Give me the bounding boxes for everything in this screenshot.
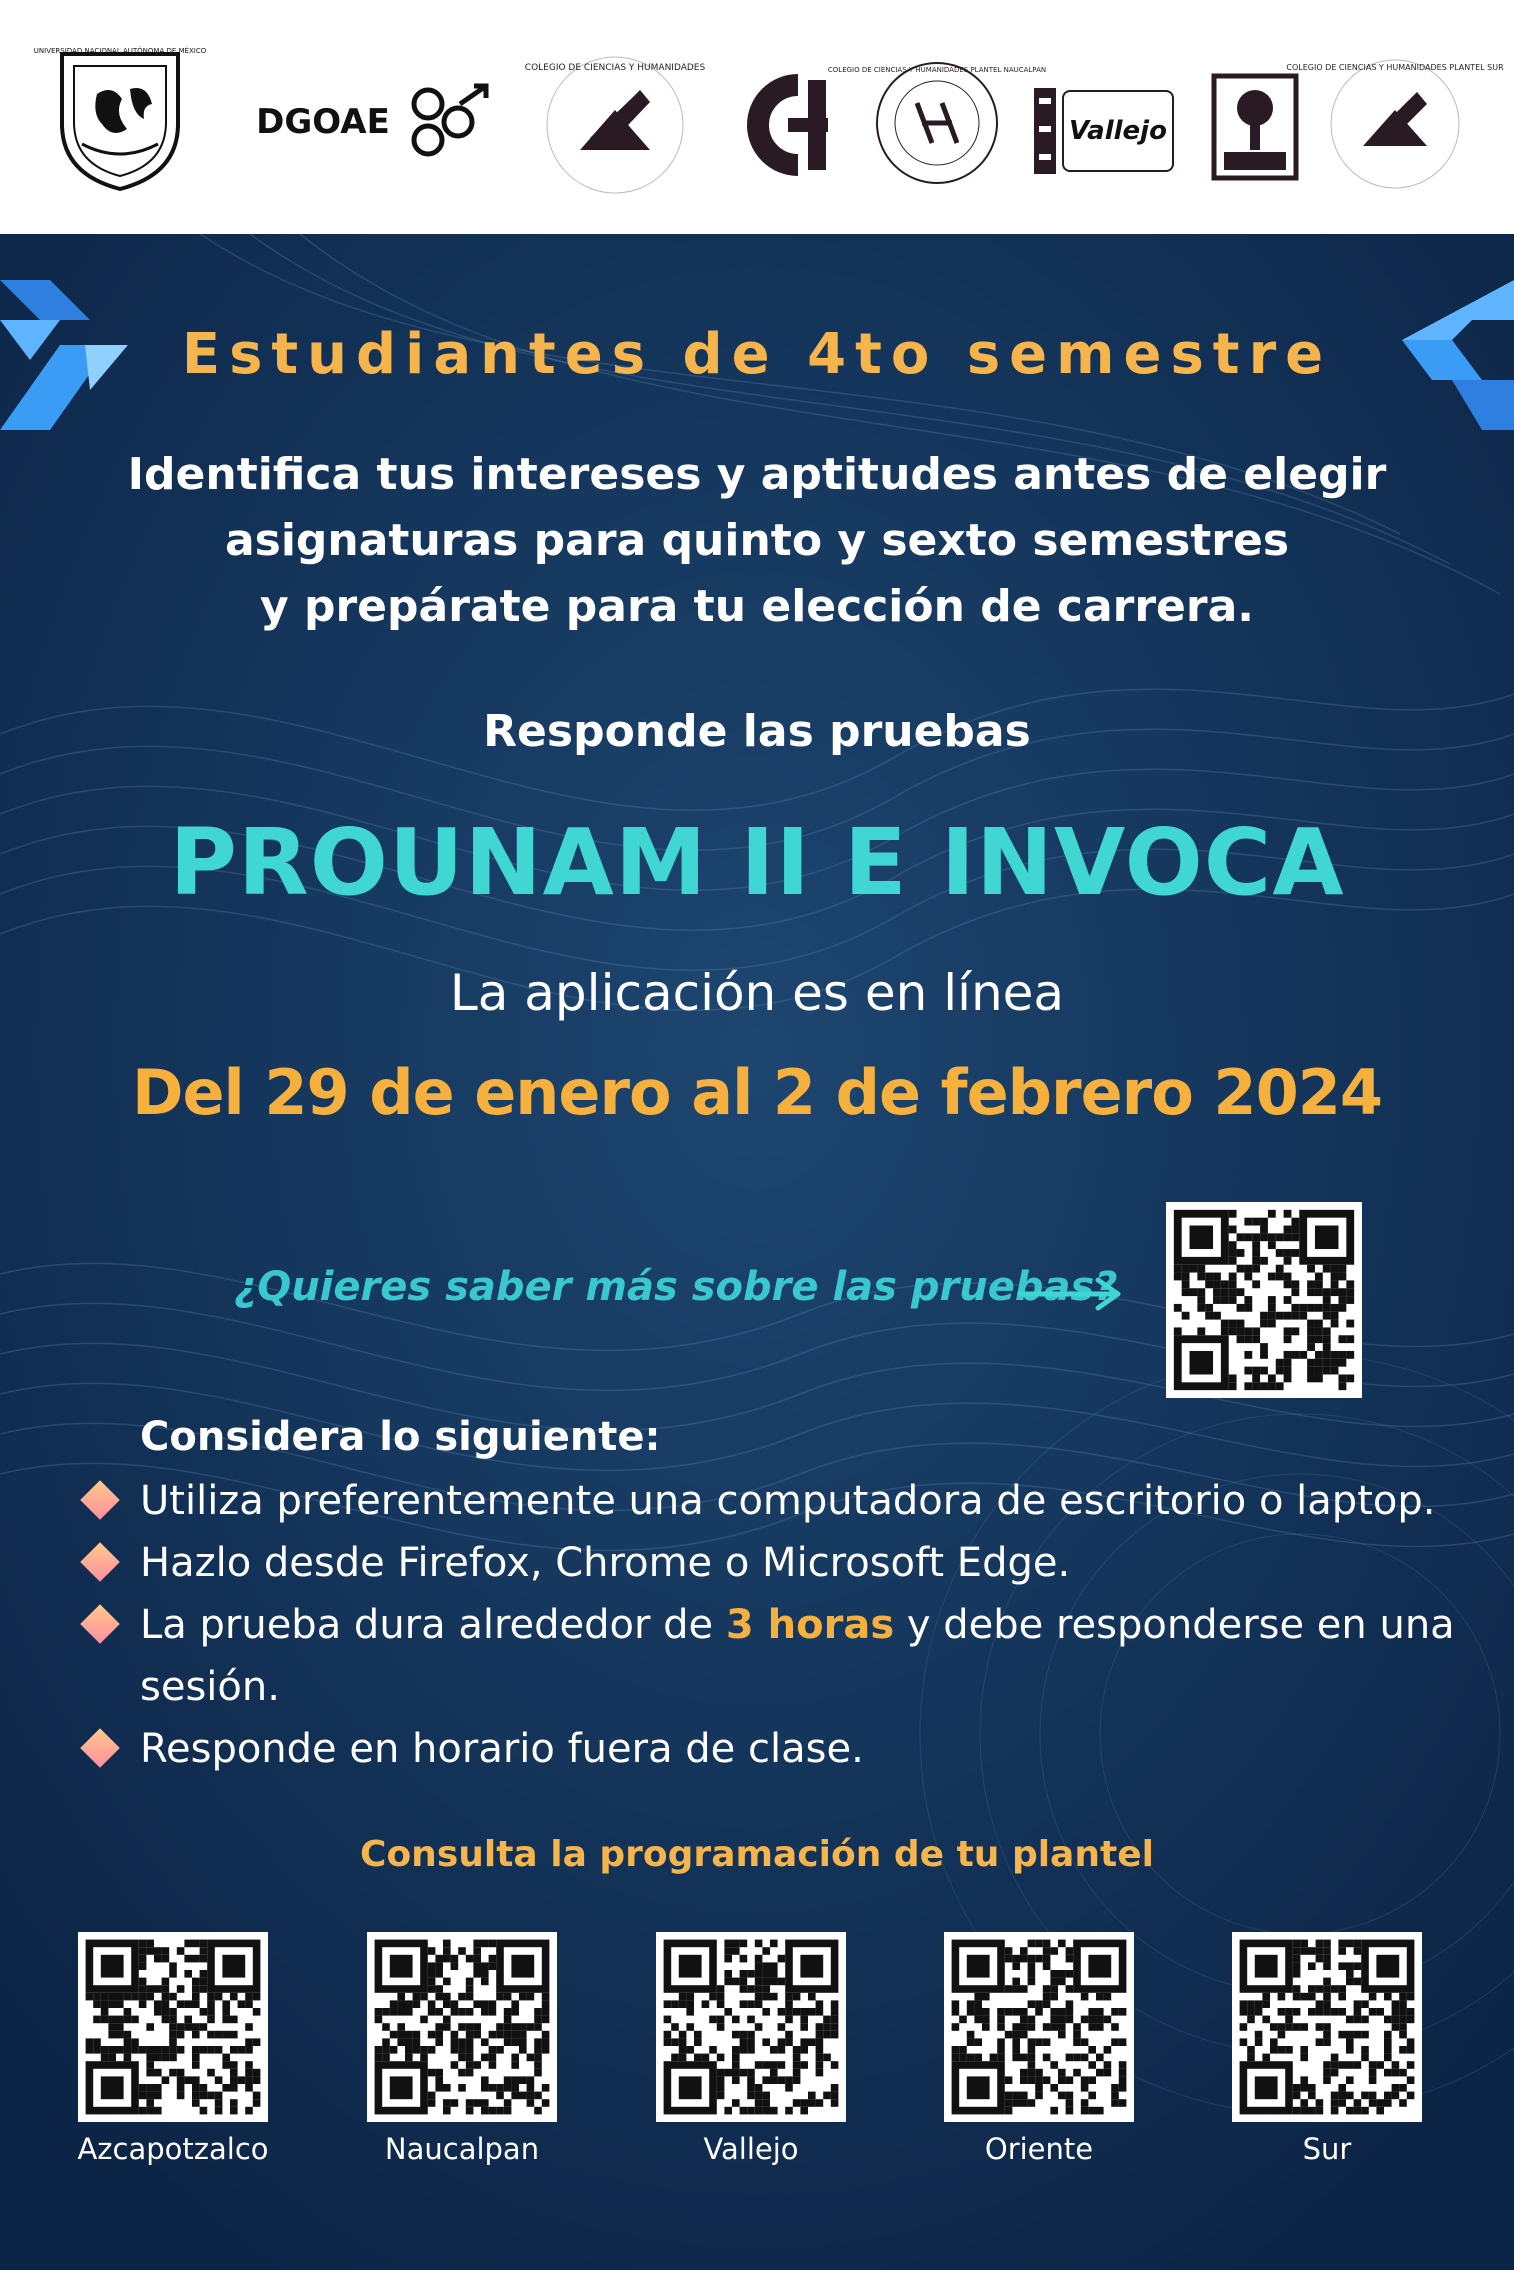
qr-code-icon <box>367 1932 557 2122</box>
qr-oriente[interactable] <box>944 1932 1134 2122</box>
vallejo-logo-text: Vallejo <box>1069 116 1167 146</box>
online-notice: La aplicación es en línea <box>449 964 1065 1022</box>
consideration-text-pre: La prueba dura alrededor de <box>140 1602 726 1648</box>
qr-vallejo[interactable] <box>656 1932 846 2122</box>
intro-text <box>0 442 1514 640</box>
qr-azcapotzalco[interactable] <box>78 1932 268 2122</box>
logo-header <box>0 0 1514 234</box>
consideration-text: Responde en horario fuera de clase. <box>140 1726 864 1772</box>
cch-books-icon <box>524 50 706 200</box>
cch-naucalpan-logo-icon <box>827 58 1047 188</box>
campus-label-oriente: Oriente <box>984 2132 1094 2166</box>
arrow-right-icon <box>1016 1274 1126 1314</box>
consideration-item <box>80 1718 1480 1780</box>
unam-shield-text: UNIVERSIDAD NACIONAL AUTÓNOMA DE MÉXICO <box>33 47 207 55</box>
cch-sur-logo-icon <box>1286 54 1504 194</box>
consideration-item <box>80 1594 1480 1718</box>
qr-sur[interactable] <box>1232 1932 1422 2122</box>
responde-heading: Responde las pruebas <box>483 706 1031 757</box>
more-info-question: ¿Quieres saber más sobre las pruebas? <box>234 1264 1118 1310</box>
consideration-text: Hazlo desde Firefox, Chrome o Microsoft Edge. <box>140 1540 1071 1586</box>
consideration-item <box>80 1470 1480 1532</box>
cch-naucalpan-text: COLEGIO DE CIENCIAS Y HUMANIDADES PLANTEL NAUCALPAN <box>827 66 1047 74</box>
cch-oriente-logo-icon <box>1210 72 1300 182</box>
campus-label-vallejo: Vallejo <box>703 2132 799 2166</box>
cch-vallejo-logo-icon <box>1034 86 1174 176</box>
intro-line-2: asignaturas para quinto y sexto semestres <box>224 515 1290 566</box>
date-range: Del 29 de enero al 2 de febrero 2024 <box>132 1056 1382 1129</box>
unam-shield-icon <box>33 44 207 194</box>
consideration-text-post: y debe responderse en una sesión. <box>140 1602 1455 1710</box>
qr-code-icon <box>1232 1932 1422 2122</box>
dgoae-logo <box>255 72 495 172</box>
info-qr-code[interactable] <box>1166 1202 1362 1398</box>
intro-line-1: Identifica tus intereses y aptitudes antes de elegir <box>127 449 1387 500</box>
qr-code-icon <box>1166 1202 1362 1398</box>
consideration-item <box>80 1532 1480 1594</box>
considerations-list <box>80 1470 1480 1780</box>
campus-label-sur: Sur <box>1302 2132 1352 2166</box>
duration-highlight: 3 horas <box>725 1602 895 1648</box>
cch-sur-text: COLEGIO DE CIENCIAS Y HUMANIDADES PLANTEL SUR <box>1286 63 1504 72</box>
cch-books-text: COLEGIO DE CIENCIAS Y HUMANIDADES <box>524 63 706 73</box>
dgoae-logo-icon <box>398 74 494 170</box>
campus-label-azcapotzalco: Azcapotzalco <box>77 2132 269 2166</box>
diamond-bullet-icon <box>80 1728 120 1768</box>
qr-code-icon <box>78 1932 268 2122</box>
diamond-bullet-icon <box>80 1604 120 1644</box>
diamond-bullet-icon <box>80 1480 120 1520</box>
qr-code-icon <box>656 1932 846 2122</box>
tests-title: PROUNAM II E INVOCA <box>169 809 1345 916</box>
audience-eyebrow: Estudiantes de 4to semestre <box>181 322 1333 387</box>
dgoae-text: DGOAE <box>256 102 390 142</box>
considerations-title: Considera lo siguiente: <box>140 1414 661 1460</box>
intro-line-3: y prepárate para tu elección de carrera. <box>259 581 1255 632</box>
campus-schedule-title: Consulta la programación de tu plantel <box>360 1834 1154 1875</box>
cch-azcapotzalco-logo-icon <box>748 70 848 180</box>
consideration-text: Utiliza preferentemente una computadora de escritorio o laptop. <box>140 1478 1436 1524</box>
qr-code-icon <box>944 1932 1134 2122</box>
main-panel <box>0 234 1514 2270</box>
qr-naucalpan[interactable] <box>367 1932 557 2122</box>
campus-label-naucalpan: Naucalpan <box>384 2132 540 2166</box>
diamond-bullet-icon <box>80 1542 120 1582</box>
